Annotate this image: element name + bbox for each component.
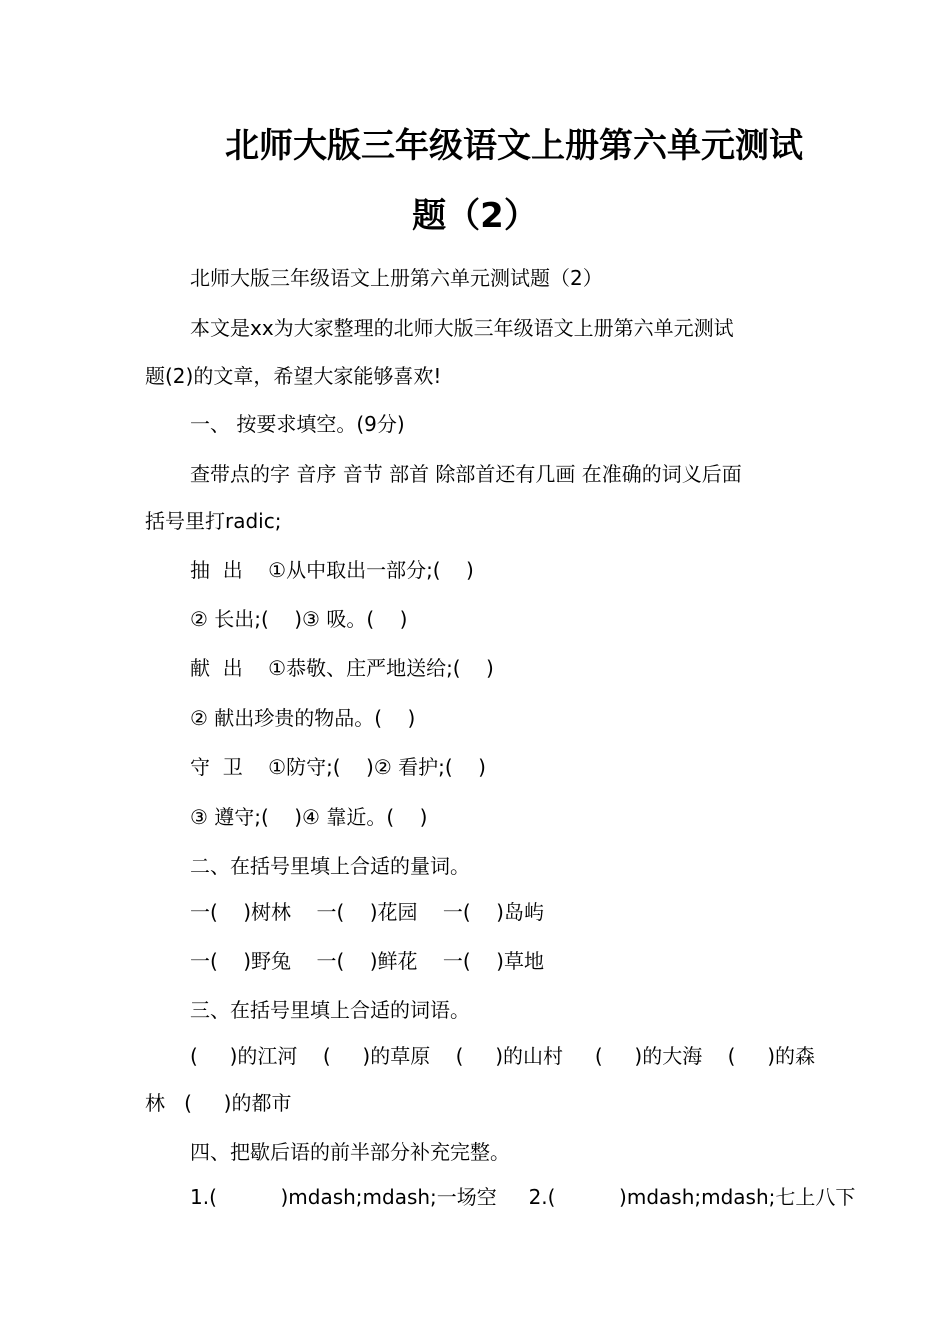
shou-entry-line1: 守 卫 ①防守;( )② 看护;( ) <box>190 755 486 779</box>
section2-line1: 一( )树林 一( )花园 一( )岛屿 <box>190 900 544 924</box>
section2-heading: 二、在括号里填上合适的量词。 <box>190 854 470 878</box>
document-title-line1: 北师大版三年级语文上册第六单元测试 <box>225 126 803 166</box>
section2-line2: 一( )野兔 一( )鲜花 一( )草地 <box>190 949 544 973</box>
section1-instruction-line2: 括号里打radic; <box>145 509 282 533</box>
xian-entry-line2: ② 献出珍贵的物品。( ) <box>190 706 416 730</box>
section3-heading: 三、在括号里填上合适的词语。 <box>190 998 470 1022</box>
section4-line1: 1.( )mdash;mdash;一场空 2.( )mdash;mdash;七上八下 <box>190 1185 856 1209</box>
section1-instruction-line1: 查带点的字 音序 音节 部首 除部首还有几画 在准确的词义后面 <box>190 462 742 486</box>
document-title-line2: 题（2） <box>412 196 538 236</box>
xian-entry-line1: 献 出 ①恭敬、庄严地送给;( ) <box>190 656 494 680</box>
section3-line1: ( )的江河 ( )的草原 ( )的山村 ( )的大海 ( )的森 <box>190 1044 816 1068</box>
subtitle: 北师大版三年级语文上册第六单元测试题（2） <box>190 266 603 290</box>
chou-entry-line2: ② 长出;( )③ 吸。( ) <box>190 607 408 631</box>
section4-heading: 四、把歇后语的前半部分补充完整。 <box>190 1140 510 1164</box>
chou-entry-line1: 抽 出 ①从中取出一部分;( ) <box>190 558 474 582</box>
section3-line2: 林 ( )的都市 <box>145 1091 292 1115</box>
intro-line2: 题(2)的文章，希望大家能够喜欢! <box>145 364 442 388</box>
shou-entry-line2: ③ 遵守;( )④ 靠近。( ) <box>190 805 428 829</box>
intro-line1: 本文是xx为大家整理的北师大版三年级语文上册第六单元测试 <box>190 316 734 340</box>
section1-heading: 一、 按要求填空。(9分) <box>190 412 405 436</box>
